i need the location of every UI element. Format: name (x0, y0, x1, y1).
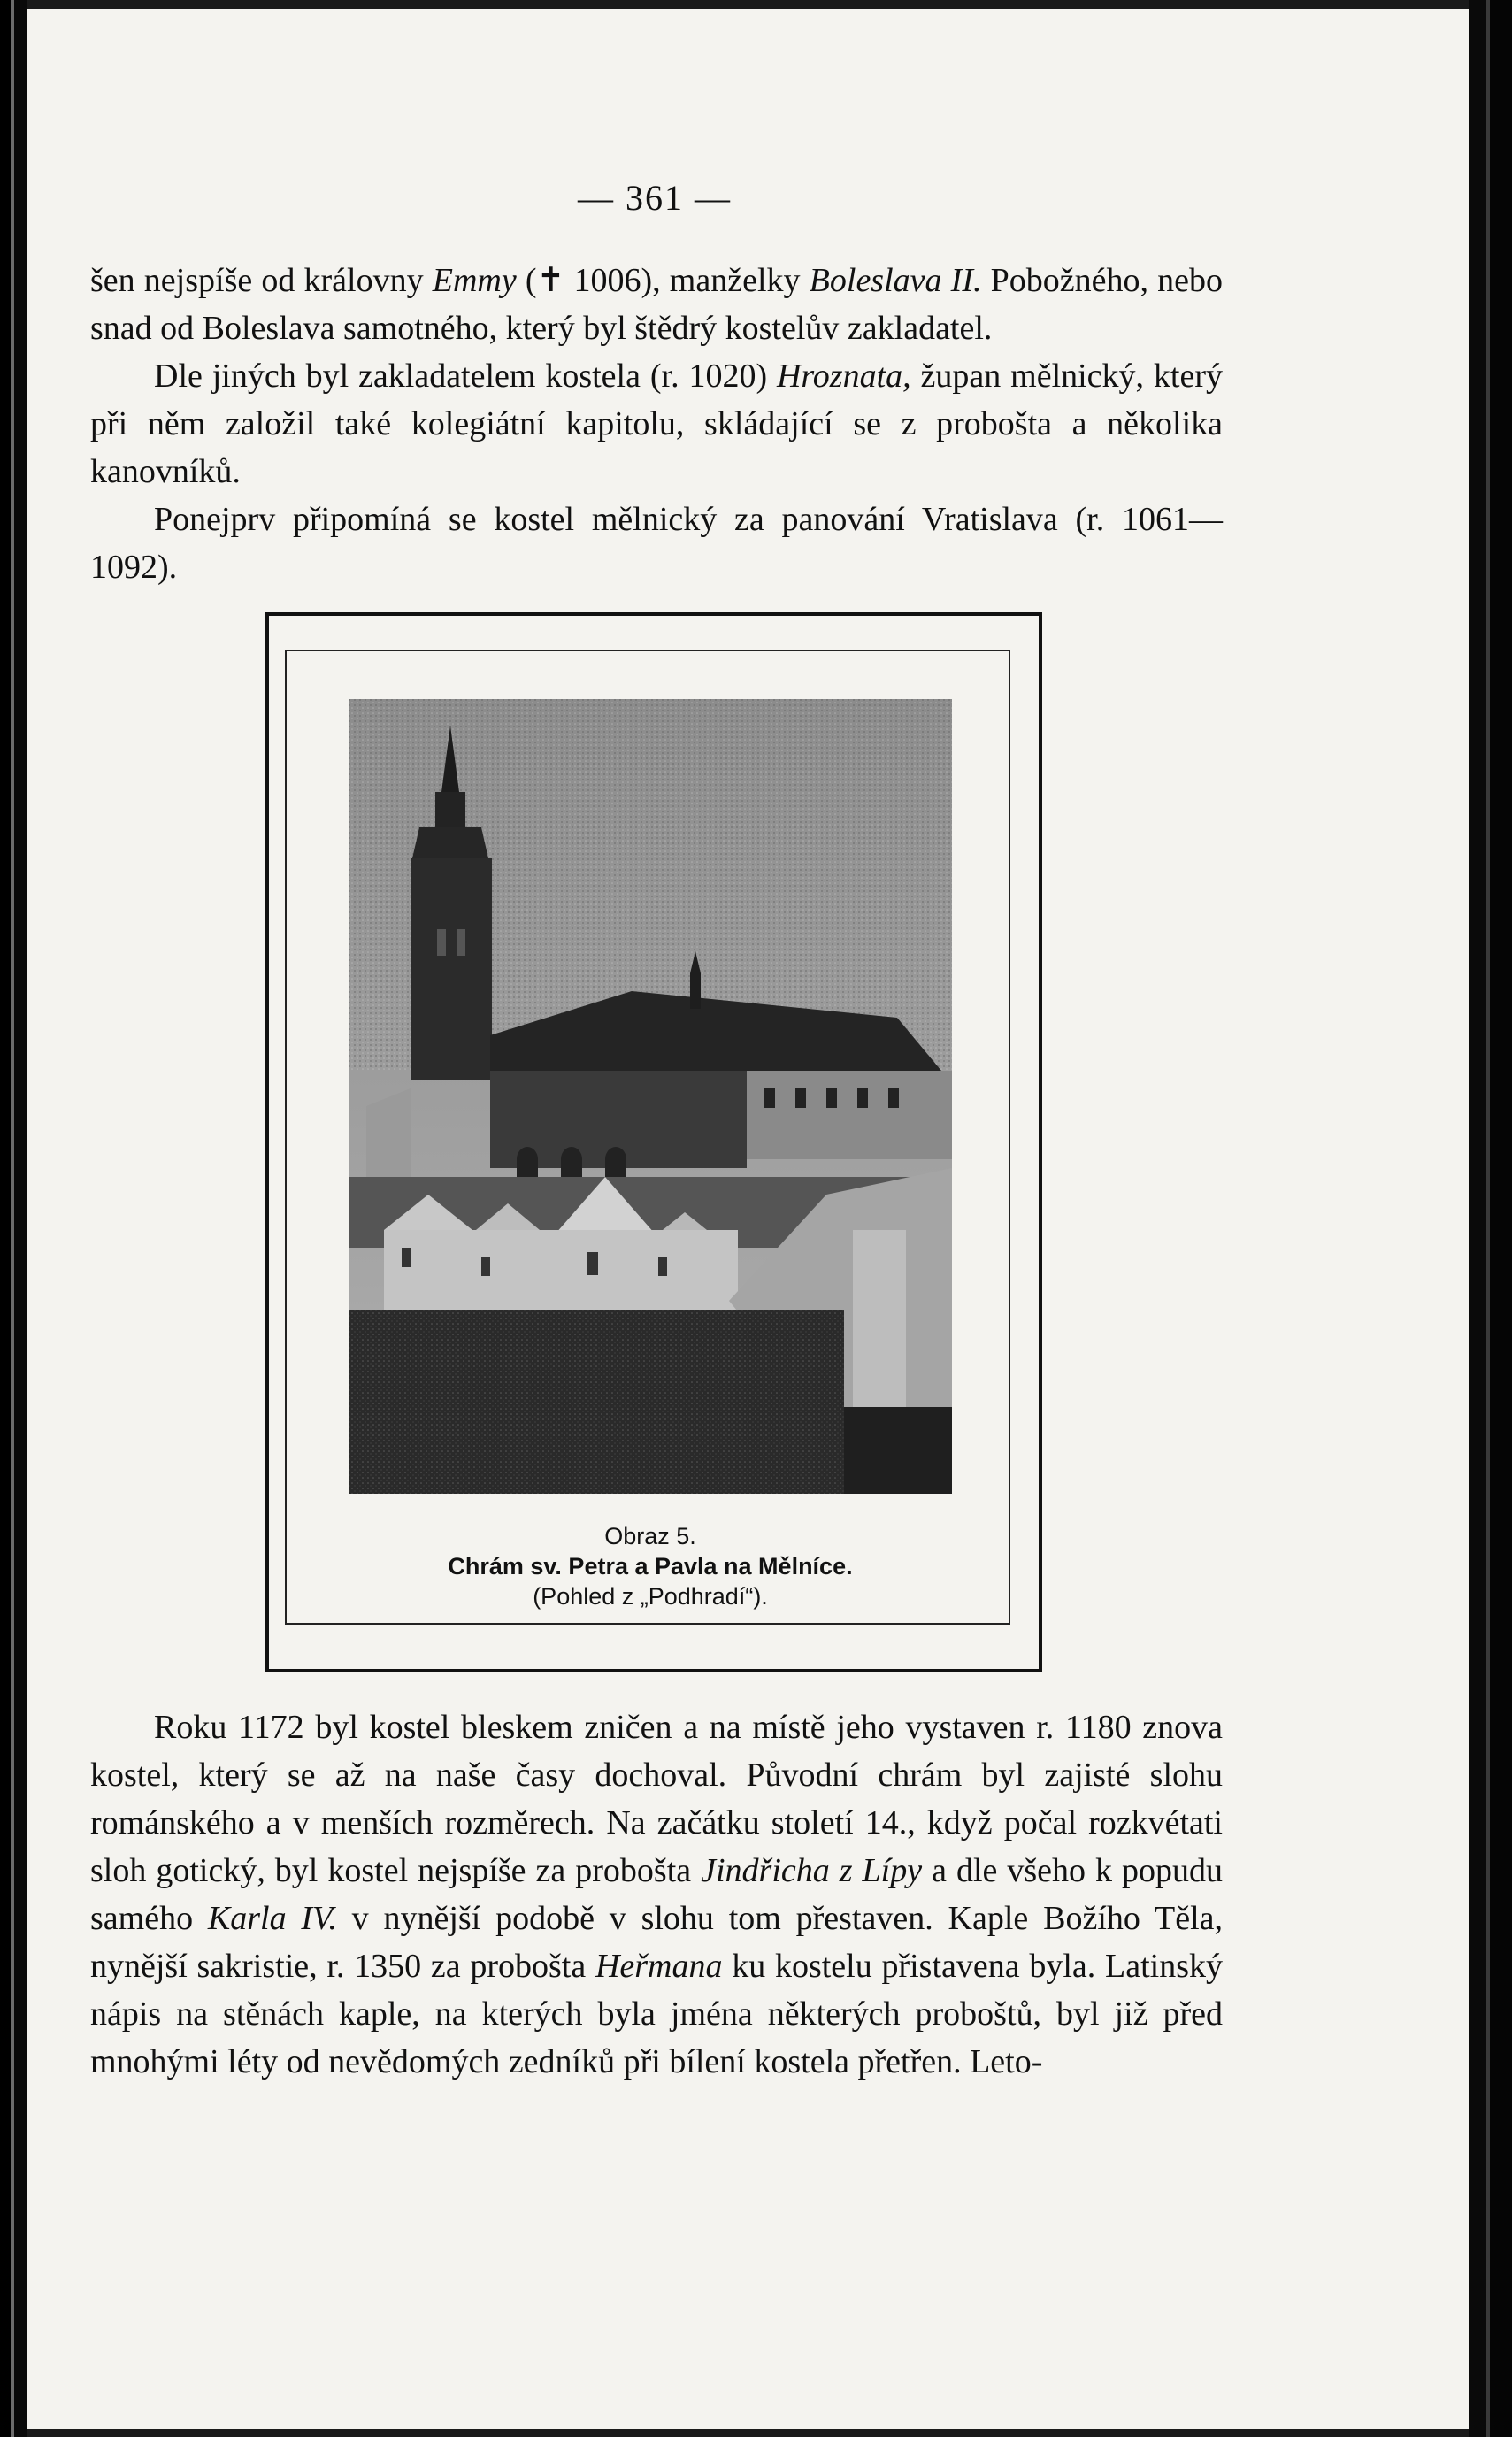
page-number: — 361 — (578, 178, 732, 218)
name-herman: Heřmana (595, 1948, 723, 1985)
name-emma: Emmy (432, 262, 517, 299)
figure-title: Chrám sv. Petra a Pavla na Mělníce. (448, 1553, 853, 1580)
name-boleslav: Boleslava II. (809, 262, 982, 299)
name-hroznata: Hroznata, (776, 357, 911, 395)
paragraph-2: Dle jiných byl zakladatelem kostela (r. 1020) Hroznata, župan mělnický, který při něm založil také kolegiátní kapitolu, skládající se z probošta a několika kanovníků. (90, 357, 1224, 490)
church-photo (349, 699, 952, 1494)
paragraph-3: Ponejprv připomíná se kostel mělnický za panování Vratislava (r. 1061—1092). (90, 501, 1223, 586)
paragraph-4: Roku 1172 byl kostel bleskem zničen a na místě jeho vystaven r. 1180 znova kostel, který se až na naše časy dochoval. Původní chrám byl zajisté slohu románského a v menších rozměrech. Na začátku století 14., když počal rozkvétati sloh gotický, byl kostel nejspíše za probošta Jindřicha z Lípy a dle všeho k popudu samého Karla IV. v nynější podobě v slohu tom přestaven. Kaple Božího Těla, nynější sakristie, r. 1350 za probošta Heřmana ku kostelu přistavena byla. Latinský nápis na stěnách kaple, na kterých byla jména některých proboštů, byl již před mnohými léty od nevědomých zedníků při bílení kostela přetřen. Leto- (90, 1709, 1223, 2080)
scan-left-edge (0, 0, 27, 2437)
scan-right-edge (1469, 0, 1512, 2437)
top-text-block (90, 257, 1223, 591)
figure-label: Obraz 5. (604, 1523, 696, 1549)
figure-subtitle: (Pohled z „Podhradí“). (533, 1583, 768, 1610)
church-photo-drawing (349, 699, 952, 1494)
paragraph-1: šen nejspíše od královny Emmy (✝ 1006), manželky Boleslava II. Pobožného, nebo snad od Boleslava samotného, který byl štědrý kostelův zakladatel. (90, 262, 1224, 347)
name-jindrich: Jindřicha z Lípy (701, 1852, 923, 1889)
bottom-text-block (90, 1703, 1223, 2086)
name-karel: Karla IV. (207, 1900, 337, 1937)
